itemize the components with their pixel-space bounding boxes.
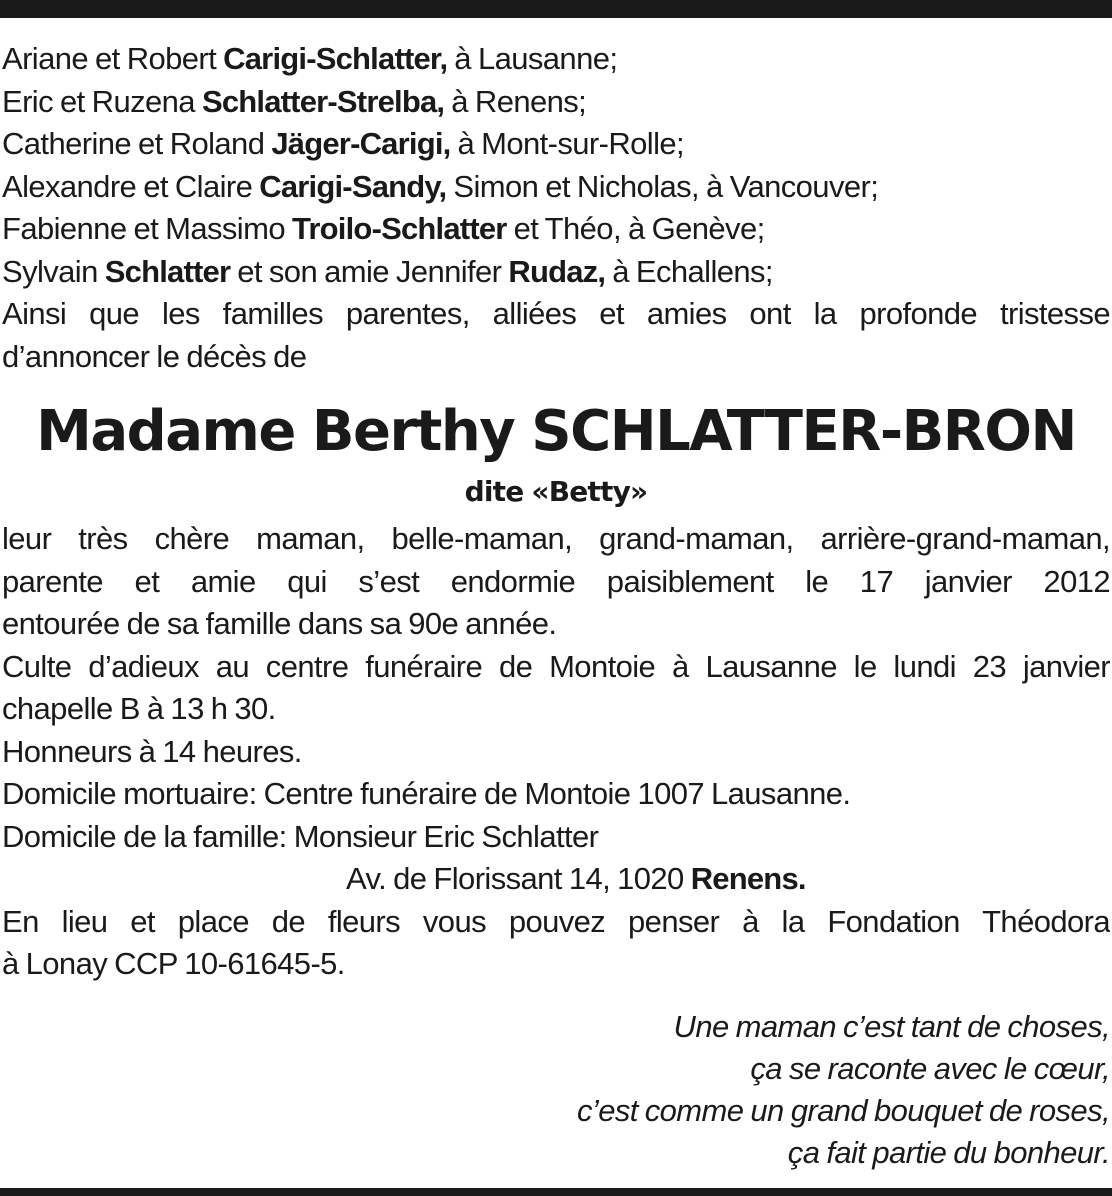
street-text: Av. de Florissant 14, 1020	[346, 861, 691, 896]
family-surname: Troilo-Schlatter	[291, 211, 507, 246]
poem-line-3: c’est comme un grand bouquet de roses,	[577, 1092, 1110, 1128]
donation-line-2: à Lonay CCP 10-61645-5.	[2, 946, 345, 981]
family-names: Sylvain	[2, 253, 105, 289]
chapel-line: chapelle B à 13 h 30.	[2, 691, 276, 726]
family-names: Eric et Ruzena	[2, 83, 202, 119]
family-line-1	[2, 38, 1110, 81]
poem-line-1: Une maman c’est tant de choses,	[673, 1008, 1110, 1044]
family-line-5	[2, 208, 1110, 251]
family-names: Alexandre et Claire	[2, 168, 260, 204]
body-line-1: leur très chère maman, belle-maman, grand-maman, arrière-grand-maman,	[2, 521, 1110, 556]
family-location: à Lausanne;	[447, 41, 618, 76]
family-address-label: Domicile de la famille: Monsieur Eric Schlatter	[2, 818, 599, 854]
ceremony-line: Culte d’adieux au centre funéraire de Montoie à Lausanne le lundi 23 janvier	[2, 648, 1110, 684]
poem-line-2: ça se raconte avec le cœur,	[750, 1050, 1110, 1086]
family-location: Simon et Nicholas, à Vancouver;	[446, 168, 879, 204]
donation-line-1: En lieu et place de fleurs vous pouvez penser à la Fondation Théodora	[2, 903, 1110, 939]
family-location: à Renens;	[444, 83, 587, 119]
family-address-street	[2, 858, 1110, 901]
body-line-3: entourée de sa famille dans sa 90e année.	[2, 606, 557, 641]
family-line-4	[2, 166, 1110, 209]
family-surname: Schlatter	[104, 253, 231, 289]
family-names: Fabienne et Massimo	[2, 211, 292, 246]
honours-line: Honneurs à 14 heures.	[2, 733, 302, 769]
family-location: et Théo, à Genève;	[506, 211, 765, 246]
mortuary-address: Domicile mortuaire: Centre funéraire de Montoie 1007 Lausanne.	[2, 776, 851, 811]
death-notice	[2, 38, 1110, 1174]
bottom-rule	[0, 1188, 1112, 1196]
family-names: Catherine et Roland	[2, 126, 272, 161]
deceased-nickname: dite «Betty»	[464, 475, 648, 508]
poem-line-4: ça fait partie du bonheur.	[787, 1134, 1110, 1170]
family-line-3	[2, 123, 1110, 166]
city-text: Renens.	[690, 861, 806, 896]
deceased-block	[2, 394, 1110, 514]
family-surname: Rudaz,	[508, 253, 606, 289]
family-location: à Mont-sur-Rolle;	[450, 126, 685, 161]
top-rule	[0, 0, 1112, 18]
family-names: et son amie Jennifer	[230, 253, 509, 289]
body-line-2: parente et amie qui s’est endormie paisiblement le 17 janvier 2012	[2, 563, 1110, 599]
family-surname: Carigi-Schlatter,	[223, 41, 448, 76]
deceased-name: Madame Berthy SCHLATTER-BRON	[36, 399, 1076, 464]
poem	[2, 1006, 1110, 1174]
family-line-6	[2, 251, 1110, 294]
family-surname: Jäger-Carigi,	[271, 126, 451, 161]
announce-line-2: d’annoncer le décès de	[2, 338, 307, 374]
family-surname: Schlatter-Strelba,	[201, 83, 445, 119]
family-surname: Carigi-Sandy,	[259, 168, 447, 204]
family-line-2	[2, 81, 1110, 124]
family-location: à Echallens;	[605, 253, 773, 289]
family-list	[2, 38, 1110, 293]
family-names: Ariane et Robert	[2, 41, 224, 76]
notice-body	[2, 518, 1110, 986]
announce-line-1: Ainsi que les familles parentes, alliées et amies ont la profonde tristesse	[2, 296, 1110, 331]
